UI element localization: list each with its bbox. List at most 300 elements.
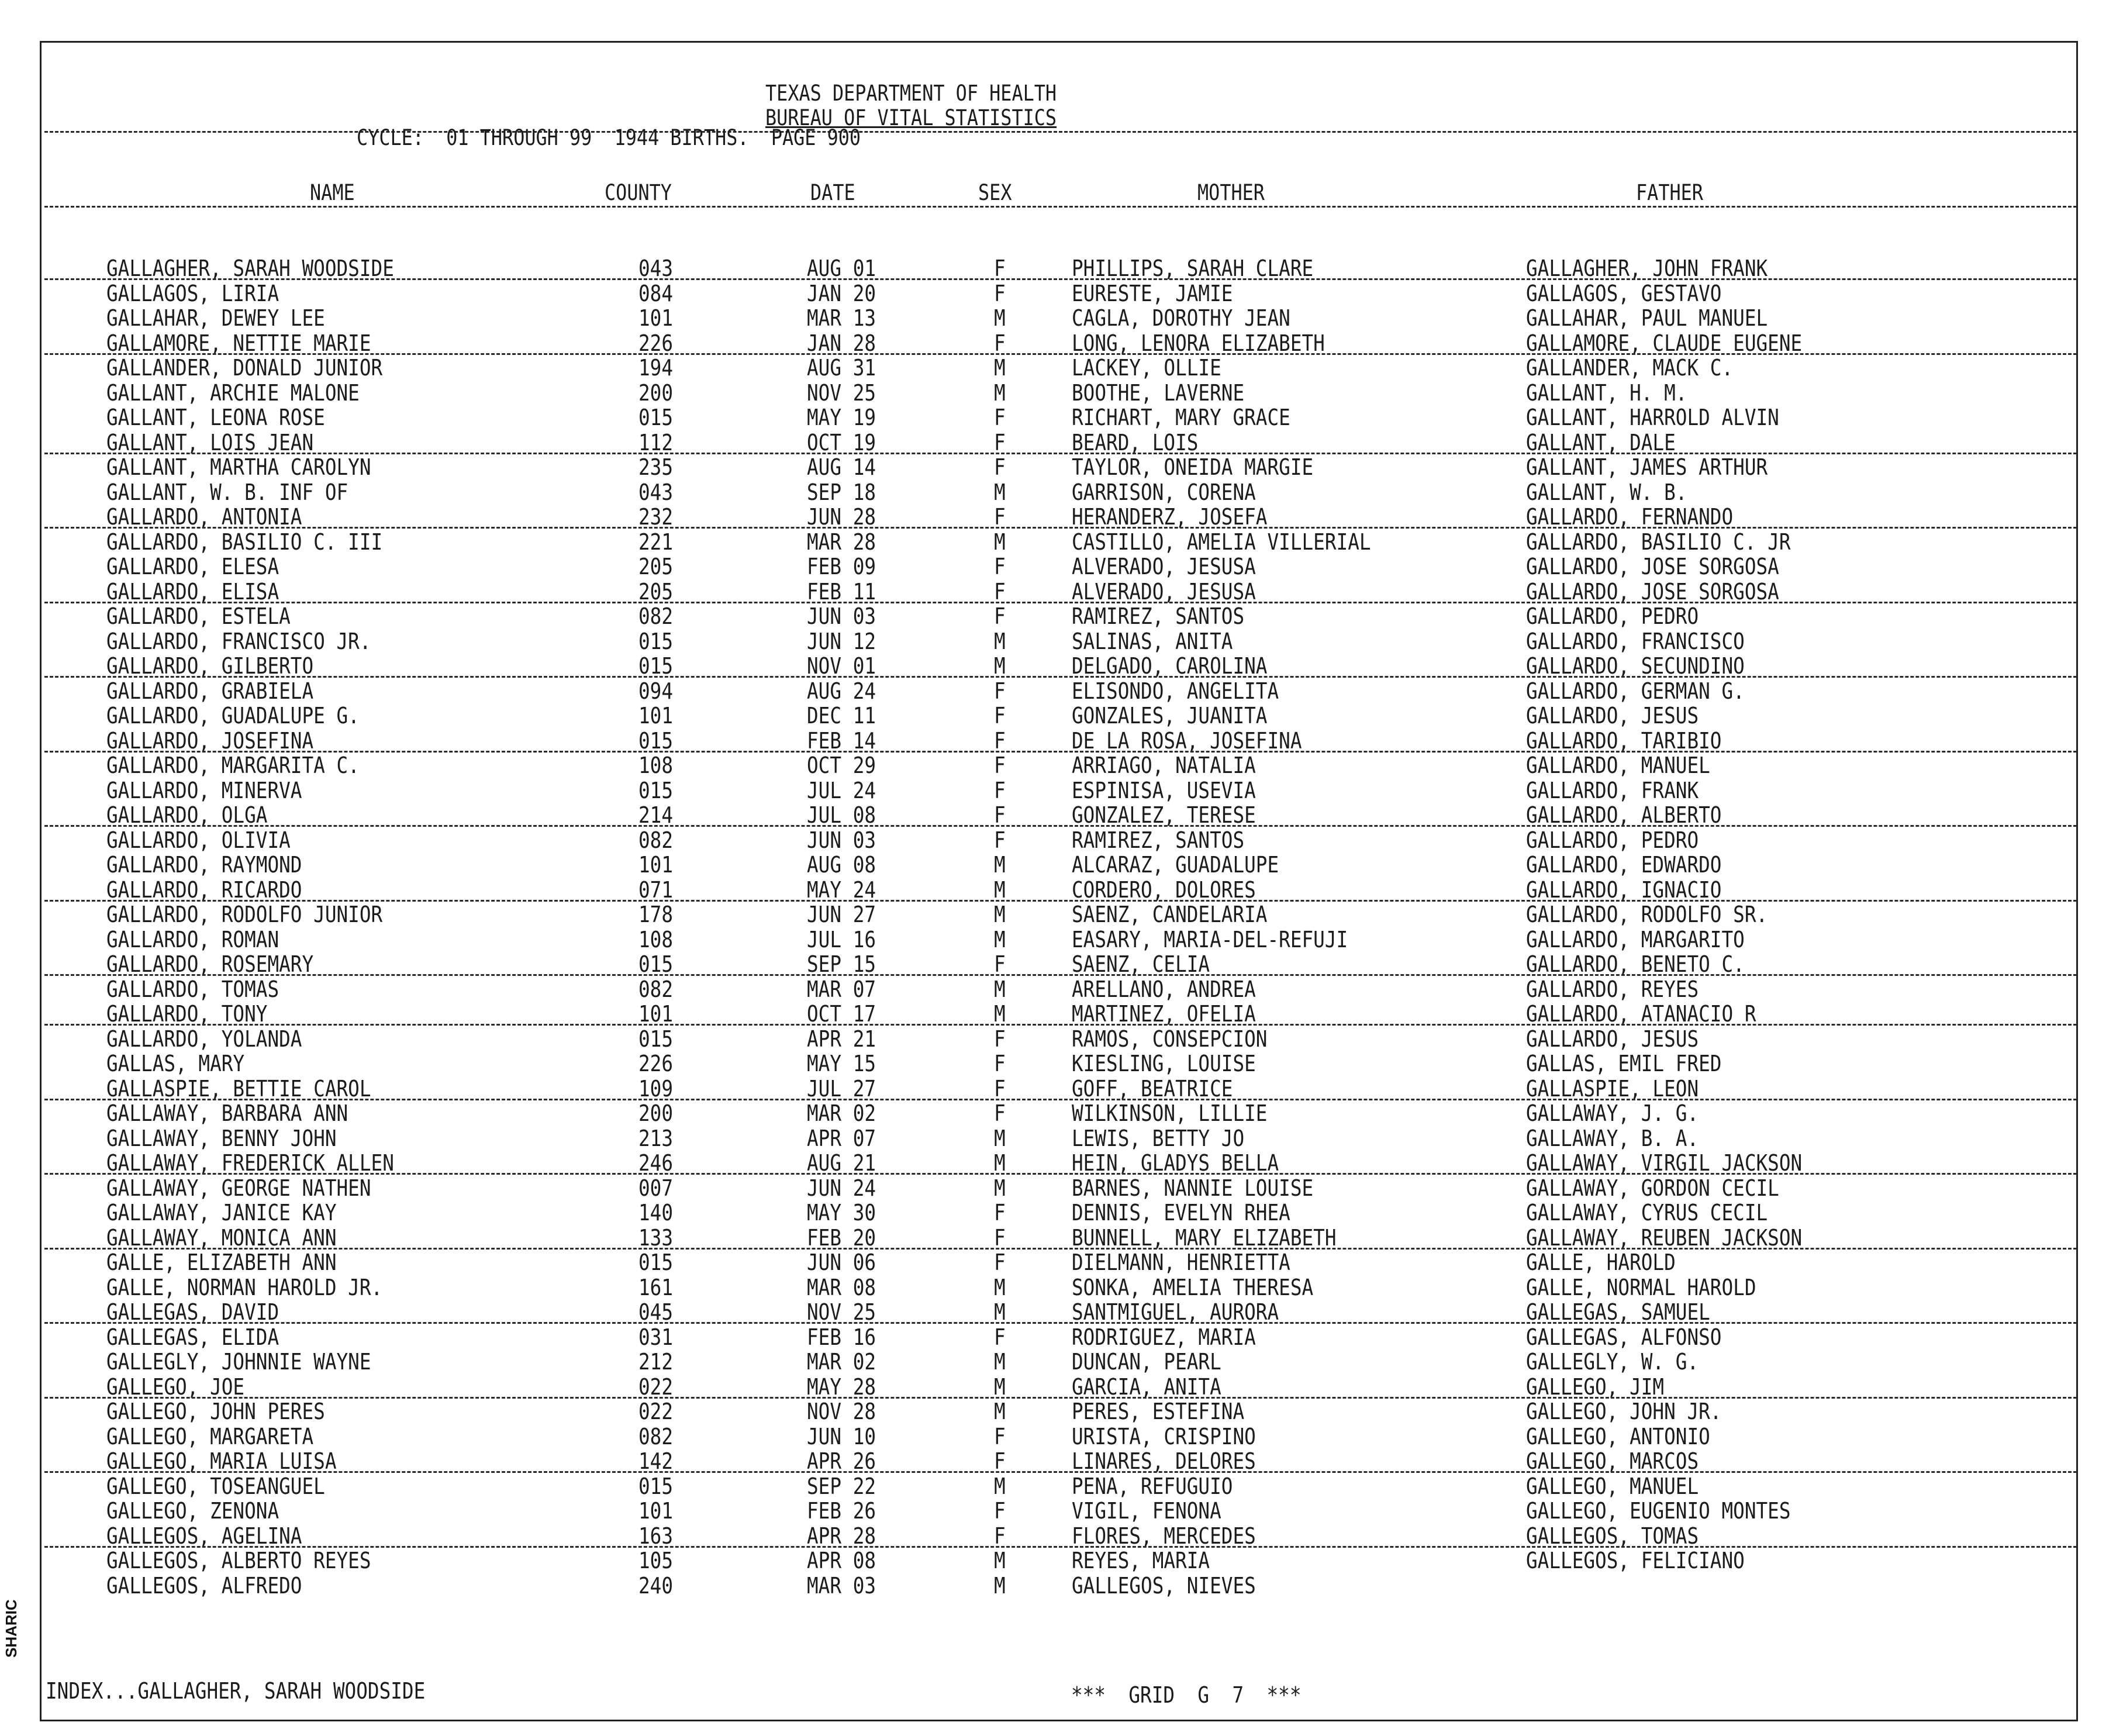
- record-father: GALLARDO, ALBERTO: [1526, 802, 1722, 828]
- record-date: JAN 20: [807, 280, 876, 306]
- record-date: MAR 07: [807, 976, 876, 1002]
- record-sex: F: [994, 1250, 1006, 1275]
- record-date: NOV 25: [807, 379, 876, 406]
- record-county: 022: [638, 1399, 674, 1424]
- record-name: GALLARDO, BASILIO C. III: [106, 529, 383, 555]
- bureau-title: BUREAU OF VITAL STATISTICS: [765, 105, 1057, 130]
- record-date: JUL 24: [807, 777, 876, 803]
- record-father: GALLAWAY, GORDON CECIL: [1526, 1175, 1779, 1201]
- record-name: GALLARDO, ELESA: [106, 554, 279, 579]
- row-divider: [44, 1546, 2077, 1548]
- record-mother: EURESTE, JAMIE: [1072, 280, 1233, 306]
- record-name: GALLANT, LEONA ROSE: [106, 405, 325, 430]
- record-county: 045: [638, 1299, 674, 1325]
- record-mother: SALINAS, ANITA: [1072, 628, 1233, 654]
- record-date: JUN 03: [807, 603, 876, 629]
- cycle-line: CYCLE: 01 THROUGH 99 1944 BIRTHS. PAGE 900: [357, 125, 861, 150]
- record-county: 246: [638, 1150, 674, 1176]
- record-name: GALLEGO, MARGARETA: [106, 1423, 314, 1449]
- record-name: GALLARDO, YOLANDA: [106, 1026, 302, 1052]
- record-date: NOV 28: [807, 1399, 876, 1424]
- record-county: 205: [638, 578, 674, 605]
- record-date: NOV 25: [807, 1299, 876, 1325]
- record-father: GALLARDO, JOSE SORGOSA: [1526, 554, 1779, 579]
- record-date: JUN 12: [807, 628, 876, 654]
- record-father: GALLEGLY, W. G.: [1526, 1349, 1699, 1375]
- record-sex: M: [994, 305, 1006, 331]
- record-mother: KIESLING, LOUISE: [1072, 1051, 1256, 1076]
- record-mother: PHILLIPS, SARAH CLARE: [1072, 256, 1314, 281]
- record-father: GALLARDO, REYES: [1526, 976, 1699, 1002]
- record-name: GALLE, ELIZABETH ANN: [106, 1250, 337, 1275]
- row-divider: [44, 1322, 2077, 1324]
- record-date: AUG 31: [807, 355, 876, 381]
- record-sex: F: [994, 1051, 1006, 1076]
- record-county: 178: [638, 902, 674, 927]
- record-sex: F: [994, 802, 1006, 828]
- record-sex: F: [994, 578, 1006, 605]
- record-date: APR 28: [807, 1523, 876, 1549]
- record-county: 015: [638, 1026, 674, 1052]
- record-mother: LEWIS, BETTY JO: [1072, 1125, 1245, 1151]
- record-name: GALLANT, MARTHA CAROLYN: [106, 454, 371, 480]
- record-date: JUN 06: [807, 1250, 876, 1275]
- record-father: GALLEGOS, TOMAS: [1526, 1523, 1699, 1549]
- record-date: AUG 08: [807, 852, 876, 878]
- record-name: GALLEGO, MARIA LUISA: [106, 1448, 337, 1474]
- record-mother: REYES, MARIA: [1072, 1548, 1210, 1573]
- record-date: JUN 28: [807, 504, 876, 530]
- record-sex: F: [994, 256, 1006, 281]
- record-mother: ELISONDO, ANGELITA: [1072, 678, 1279, 704]
- record-mother: ESPINISA, USEVIA: [1072, 777, 1256, 803]
- record-date: NOV 01: [807, 653, 876, 679]
- record-name: GALLAWAY, BENNY JOHN: [106, 1125, 337, 1151]
- record-county: 043: [638, 479, 674, 505]
- record-date: FEB 09: [807, 554, 876, 579]
- record-name: GALLARDO, GUADALUPE G.: [106, 703, 360, 729]
- record-county: 071: [638, 876, 674, 903]
- record-county: 226: [638, 330, 674, 356]
- row-divider: [44, 1173, 2077, 1175]
- record-sex: M: [994, 628, 1006, 654]
- record-county: 140: [638, 1200, 674, 1226]
- record-father: GALLANT, DALE: [1526, 429, 1676, 455]
- record-name: GALLARDO, ELISA: [106, 578, 279, 605]
- record-name: GALLEGAS, DAVID: [106, 1299, 279, 1325]
- row-divider: [44, 825, 2077, 827]
- record-county: 015: [638, 777, 674, 803]
- record-sex: M: [994, 1274, 1006, 1300]
- record-mother: DE LA ROSA, JOSEFINA: [1072, 727, 1302, 754]
- record-mother: GOFF, BEATRICE: [1072, 1075, 1233, 1102]
- record-father: GALLAWAY, J. G.: [1526, 1100, 1699, 1126]
- record-sex: F: [994, 280, 1006, 306]
- record-county: 161: [638, 1274, 674, 1300]
- record-mother: SANTMIGUEL, AURORA: [1072, 1299, 1279, 1325]
- record-county: 205: [638, 554, 674, 579]
- record-sex: M: [994, 876, 1006, 903]
- record-father: GALLARDO, MARGARITO: [1526, 926, 1745, 952]
- record-mother: LACKEY, OLLIE: [1072, 355, 1221, 381]
- record-county: 112: [638, 429, 674, 455]
- record-mother: BEARD, LOIS: [1072, 429, 1199, 455]
- record-date: OCT 19: [807, 429, 876, 455]
- record-mother: GARCIA, ANITA: [1072, 1373, 1221, 1400]
- record-name: GALLARDO, FRANCISCO JR.: [106, 628, 371, 654]
- record-father: GALLEGO, MANUEL: [1526, 1473, 1699, 1499]
- record-mother: LINARES, DELORES: [1072, 1448, 1256, 1474]
- record-sex: F: [994, 1200, 1006, 1226]
- record-mother: DENNIS, EVELYN RHEA: [1072, 1200, 1290, 1226]
- record-date: MAY 19: [807, 405, 876, 430]
- record-date: MAY 15: [807, 1051, 876, 1076]
- record-sex: F: [994, 1523, 1006, 1549]
- record-father: GALLEGO, JOHN JR.: [1526, 1399, 1722, 1424]
- record-sex: M: [994, 1150, 1006, 1176]
- record-father: GALLARDO, FRANCISCO: [1526, 628, 1745, 654]
- record-mother: GONZALES, JUANITA: [1072, 703, 1268, 729]
- record-name: GALLARDO, TOMAS: [106, 976, 279, 1002]
- record-date: OCT 17: [807, 1001, 876, 1027]
- record-father: GALLAWAY, CYRUS CECIL: [1526, 1200, 1768, 1226]
- record-county: 015: [638, 628, 674, 654]
- record-mother: PENA, REFUGUIO: [1072, 1473, 1233, 1499]
- record-father: GALLAS, EMIL FRED: [1526, 1051, 1722, 1076]
- record-county: 101: [638, 305, 674, 331]
- record-date: DEC 11: [807, 703, 876, 729]
- record-name: GALLEGAS, ELIDA: [106, 1324, 279, 1350]
- record-father: GALLANT, H. M.: [1526, 379, 1687, 406]
- record-father: GALLE, NORMAL HAROLD: [1526, 1274, 1756, 1300]
- record-sex: F: [994, 727, 1006, 754]
- record-date: OCT 29: [807, 753, 876, 778]
- record-county: 084: [638, 280, 674, 306]
- footer-index: INDEX...GALLAGHER, SARAH WOODSIDE: [46, 1678, 426, 1704]
- record-sex: M: [994, 1399, 1006, 1424]
- record-name: GALLARDO, RAYMOND: [106, 852, 302, 878]
- record-county: 194: [638, 355, 674, 381]
- record-sex: F: [994, 603, 1006, 629]
- record-mother: ARELLANO, ANDREA: [1072, 976, 1256, 1002]
- col-mother-header: MOTHER: [1197, 180, 1265, 205]
- record-date: FEB 14: [807, 727, 876, 754]
- record-sex: F: [994, 1224, 1006, 1251]
- record-county: 007: [638, 1175, 674, 1201]
- record-county: 015: [638, 653, 674, 679]
- record-county: 200: [638, 379, 674, 406]
- record-county: 200: [638, 1100, 674, 1126]
- record-mother: DELGADO, CAROLINA: [1072, 653, 1268, 679]
- record-sex: F: [994, 753, 1006, 778]
- record-name: GALLAGHER, SARAH WOODSIDE: [106, 256, 394, 281]
- record-sex: F: [994, 777, 1006, 803]
- record-father: GALLARDO, FERNANDO: [1526, 504, 1734, 530]
- row-divider: [44, 1397, 2077, 1399]
- record-county: 235: [638, 454, 674, 480]
- record-county: 142: [638, 1448, 674, 1474]
- record-county: 163: [638, 1523, 674, 1549]
- record-father: GALLAWAY, B. A.: [1526, 1125, 1699, 1151]
- record-county: 232: [638, 504, 674, 530]
- record-mother: GARRISON, CORENA: [1072, 479, 1256, 505]
- record-name: GALLEGOS, AGELINA: [106, 1523, 302, 1549]
- record-sex: M: [994, 355, 1006, 381]
- record-date: JUN 10: [807, 1423, 876, 1449]
- record-county: 015: [638, 405, 674, 430]
- record-name: GALLARDO, MARGARITA C.: [106, 753, 360, 778]
- col-county-header: COUNTY: [605, 180, 672, 205]
- record-name: GALLEGO, JOE: [106, 1373, 245, 1400]
- record-county: 105: [638, 1548, 674, 1573]
- record-sex: M: [994, 653, 1006, 679]
- record-father: GALLE, HAROLD: [1526, 1250, 1676, 1275]
- record-name: GALLARDO, GRABIELA: [106, 678, 314, 704]
- record-date: JUL 16: [807, 926, 876, 952]
- record-name: GALLARDO, RODOLFO JUNIOR: [106, 902, 383, 927]
- row-divider: [44, 602, 2077, 603]
- record-name: GALLARDO, ANTONIA: [106, 504, 302, 530]
- record-mother: RICHART, MARY GRACE: [1072, 405, 1290, 430]
- row-divider: [44, 1248, 2077, 1250]
- record-mother: SAENZ, CELIA: [1072, 951, 1210, 977]
- record-mother: BARNES, NANNIE LOUISE: [1072, 1175, 1314, 1201]
- record-name: GALLAMORE, NETTIE MARIE: [106, 330, 371, 356]
- row-divider: [44, 527, 2077, 529]
- record-name: GALLEGO, ZENONA: [106, 1498, 279, 1524]
- record-county: 214: [638, 802, 674, 828]
- record-father: GALLARDO, PEDRO: [1526, 603, 1699, 629]
- record-sex: M: [994, 1473, 1006, 1499]
- record-county: 101: [638, 1001, 674, 1027]
- record-father: GALLARDO, JOSE SORGOSA: [1526, 578, 1779, 605]
- record-sex: M: [994, 479, 1006, 505]
- record-date: AUG 24: [807, 678, 876, 704]
- row-divider: [44, 676, 2077, 678]
- record-sex: M: [994, 1125, 1006, 1151]
- row-divider: [44, 900, 2077, 902]
- record-father: GALLARDO, BASILIO C. JR: [1526, 529, 1791, 555]
- record-sex: F: [994, 330, 1006, 356]
- col-date-header: DATE: [810, 180, 855, 205]
- record-mother: ARRIAGO, NATALIA: [1072, 753, 1256, 778]
- record-father: GALLAHAR, PAUL MANUEL: [1526, 305, 1768, 331]
- record-date: AUG 21: [807, 1150, 876, 1176]
- record-name: GALLANT, W. B. INF OF: [106, 479, 348, 505]
- document-frame: [40, 41, 2078, 1721]
- record-county: 101: [638, 703, 674, 729]
- dept-title: TEXAS DEPARTMENT OF HEALTH: [765, 81, 1057, 106]
- record-father: GALLEGOS, FELICIANO: [1526, 1548, 1745, 1573]
- record-father: GALLAGHER, JOHN FRANK: [1526, 256, 1768, 281]
- record-county: 082: [638, 827, 674, 853]
- record-sex: M: [994, 852, 1006, 878]
- record-name: GALLEGO, TOSEANGUEL: [106, 1473, 325, 1499]
- record-date: MAR 02: [807, 1349, 876, 1375]
- record-county: 101: [638, 1498, 674, 1524]
- record-date: SEP 22: [807, 1473, 876, 1499]
- record-father: GALLANDER, MACK C.: [1526, 355, 1734, 381]
- record-mother: TAYLOR, ONEIDA MARGIE: [1072, 454, 1314, 480]
- record-mother: ALCARAZ, GUADALUPE: [1072, 852, 1279, 878]
- record-sex: F: [994, 429, 1006, 455]
- record-date: SEP 18: [807, 479, 876, 505]
- record-date: JUN 27: [807, 902, 876, 927]
- record-mother: ALVERADO, JESUSA: [1072, 578, 1256, 605]
- record-father: GALLARDO, BENETO C.: [1526, 951, 1745, 977]
- record-name: GALLARDO, JOSEFINA: [106, 727, 314, 754]
- col-father-header: FATHER: [1636, 180, 1703, 205]
- record-name: GALLAWAY, MONICA ANN: [106, 1224, 337, 1251]
- record-county: 082: [638, 603, 674, 629]
- record-name: GALLAWAY, BARBARA ANN: [106, 1100, 348, 1126]
- record-sex: F: [994, 703, 1006, 729]
- record-date: JUN 03: [807, 827, 876, 853]
- record-date: APR 21: [807, 1026, 876, 1052]
- record-father: GALLARDO, JESUS: [1526, 703, 1699, 729]
- record-county: 015: [638, 1250, 674, 1275]
- record-sex: F: [994, 504, 1006, 530]
- record-date: MAR 02: [807, 1100, 876, 1126]
- record-mother: WILKINSON, LILLIE: [1072, 1100, 1268, 1126]
- record-name: GALLAGOS, LIRIA: [106, 280, 279, 306]
- record-sex: F: [994, 405, 1006, 430]
- row-divider: [44, 751, 2077, 753]
- record-mother: LONG, LENORA ELIZABETH: [1072, 330, 1325, 356]
- record-name: GALLARDO, TONY: [106, 1001, 268, 1027]
- record-date: FEB 26: [807, 1498, 876, 1524]
- footer-grid: *** GRID G 7 ***: [1071, 1682, 1302, 1708]
- record-county: 022: [638, 1373, 674, 1400]
- record-mother: VIGIL, FENONA: [1072, 1498, 1221, 1524]
- record-father: GALLARDO, JESUS: [1526, 1026, 1699, 1052]
- row-divider: [44, 1024, 2077, 1026]
- record-father: GALLAWAY, VIRGIL JACKSON: [1526, 1150, 1803, 1176]
- record-name: GALLASPIE, BETTIE CAROL: [106, 1075, 371, 1102]
- record-sex: M: [994, 926, 1006, 952]
- record-county: 101: [638, 852, 674, 878]
- record-date: APR 07: [807, 1125, 876, 1151]
- record-father: GALLANT, HARROLD ALVIN: [1526, 405, 1779, 430]
- record-name: GALLAWAY, JANICE KAY: [106, 1200, 337, 1226]
- record-sex: F: [994, 678, 1006, 704]
- record-name: GALLEGOS, ALBERTO REYES: [106, 1548, 371, 1573]
- record-mother: GONZALEZ, TERESE: [1072, 802, 1256, 828]
- record-mother: URISTA, CRISPINO: [1072, 1423, 1256, 1449]
- record-date: MAR 28: [807, 529, 876, 555]
- record-sex: M: [994, 1572, 1006, 1599]
- record-name: GALLANT, ARCHIE MALONE: [106, 379, 360, 406]
- record-father: GALLEGO, ANTONIO: [1526, 1423, 1710, 1449]
- record-mother: RAMOS, CONSEPCION: [1072, 1026, 1268, 1052]
- record-mother: CASTILLO, AMELIA VILLERIAL: [1072, 529, 1371, 555]
- record-father: GALLEGAS, ALFONSO: [1526, 1324, 1722, 1350]
- record-father: GALLARDO, GERMAN G.: [1526, 678, 1745, 704]
- record-sex: M: [994, 1548, 1006, 1573]
- record-name: GALLAS, MARY: [106, 1051, 245, 1076]
- row-divider: [44, 974, 2077, 976]
- record-date: AUG 14: [807, 454, 876, 480]
- record-name: GALLAHAR, DEWEY LEE: [106, 305, 325, 331]
- record-date: MAY 28: [807, 1373, 876, 1400]
- record-father: GALLARDO, IGNACIO: [1526, 876, 1722, 903]
- row-divider: [44, 278, 2077, 280]
- record-father: GALLARDO, SECUNDINO: [1526, 653, 1745, 679]
- record-sex: F: [994, 951, 1006, 977]
- record-name: GALLANT, LOIS JEAN: [106, 429, 314, 455]
- record-mother: RODRIGUEZ, MARIA: [1072, 1324, 1256, 1350]
- record-name: GALLANDER, DONALD JUNIOR: [106, 355, 383, 381]
- record-date: JUL 08: [807, 802, 876, 828]
- row-divider: [44, 453, 2077, 454]
- record-sex: F: [994, 1100, 1006, 1126]
- record-date: JUL 27: [807, 1075, 876, 1102]
- record-mother: SAENZ, CANDELARIA: [1072, 902, 1268, 927]
- record-mother: BOOTHE, LAVERNE: [1072, 379, 1245, 406]
- record-father: GALLANT, JAMES ARTHUR: [1526, 454, 1768, 480]
- record-father: GALLEGO, JIM: [1526, 1373, 1665, 1400]
- record-sex: M: [994, 1349, 1006, 1375]
- record-mother: RAMIREZ, SANTOS: [1072, 827, 1245, 853]
- record-sex: M: [994, 1373, 1006, 1400]
- record-mother: CORDERO, DOLORES: [1072, 876, 1256, 903]
- record-sex: F: [994, 1026, 1006, 1052]
- record-name: GALLARDO, ESTELA: [106, 603, 291, 629]
- record-county: 108: [638, 753, 674, 778]
- record-county: 240: [638, 1572, 674, 1599]
- record-mother: RAMIREZ, SANTOS: [1072, 603, 1245, 629]
- record-father: GALLASPIE, LEON: [1526, 1075, 1699, 1102]
- record-date: JAN 28: [807, 330, 876, 356]
- record-father: GALLAWAY, REUBEN JACKSON: [1526, 1224, 1803, 1251]
- record-father: GALLAGOS, GESTAVO: [1526, 280, 1722, 306]
- record-name: GALLARDO, MINERVA: [106, 777, 302, 803]
- record-date: MAY 30: [807, 1200, 876, 1226]
- record-county: 221: [638, 529, 674, 555]
- row-divider: [44, 1099, 2077, 1100]
- record-county: 031: [638, 1324, 674, 1350]
- record-father: GALLEGO, MARCOS: [1526, 1448, 1699, 1474]
- record-mother: CAGLA, DOROTHY JEAN: [1072, 305, 1290, 331]
- record-father: GALLEGO, EUGENIO MONTES: [1526, 1498, 1791, 1524]
- record-sex: F: [994, 454, 1006, 480]
- record-date: MAR 08: [807, 1274, 876, 1300]
- record-name: GALLEGLY, JOHNNIE WAYNE: [106, 1349, 371, 1375]
- record-sex: F: [994, 1423, 1006, 1449]
- record-mother: HEIN, GLADYS BELLA: [1072, 1150, 1279, 1176]
- record-date: AUG 01: [807, 256, 876, 281]
- record-date: MAR 13: [807, 305, 876, 331]
- record-county: 108: [638, 926, 674, 952]
- record-mother: ALVERADO, JESUSA: [1072, 554, 1256, 579]
- record-sex: M: [994, 1299, 1006, 1325]
- record-name: GALLARDO, OLGA: [106, 802, 268, 828]
- record-county: 094: [638, 678, 674, 704]
- record-father: GALLARDO, EDWARDO: [1526, 852, 1722, 878]
- record-name: GALLAWAY, FREDERICK ALLEN: [106, 1150, 394, 1176]
- column-header-divider: [44, 206, 2077, 208]
- record-sex: F: [994, 554, 1006, 579]
- record-date: MAY 24: [807, 876, 876, 903]
- record-mother: MARTINEZ, OFELIA: [1072, 1001, 1256, 1027]
- side-tag: SHARIC: [2, 1599, 20, 1658]
- record-county: 015: [638, 1473, 674, 1499]
- record-mother: HERANDERZ, JOSEFA: [1072, 504, 1268, 530]
- record-sex: M: [994, 379, 1006, 406]
- record-county: 213: [638, 1125, 674, 1151]
- record-mother: FLORES, MERCEDES: [1072, 1523, 1256, 1549]
- record-father: GALLARDO, ATANACIO R: [1526, 1001, 1756, 1027]
